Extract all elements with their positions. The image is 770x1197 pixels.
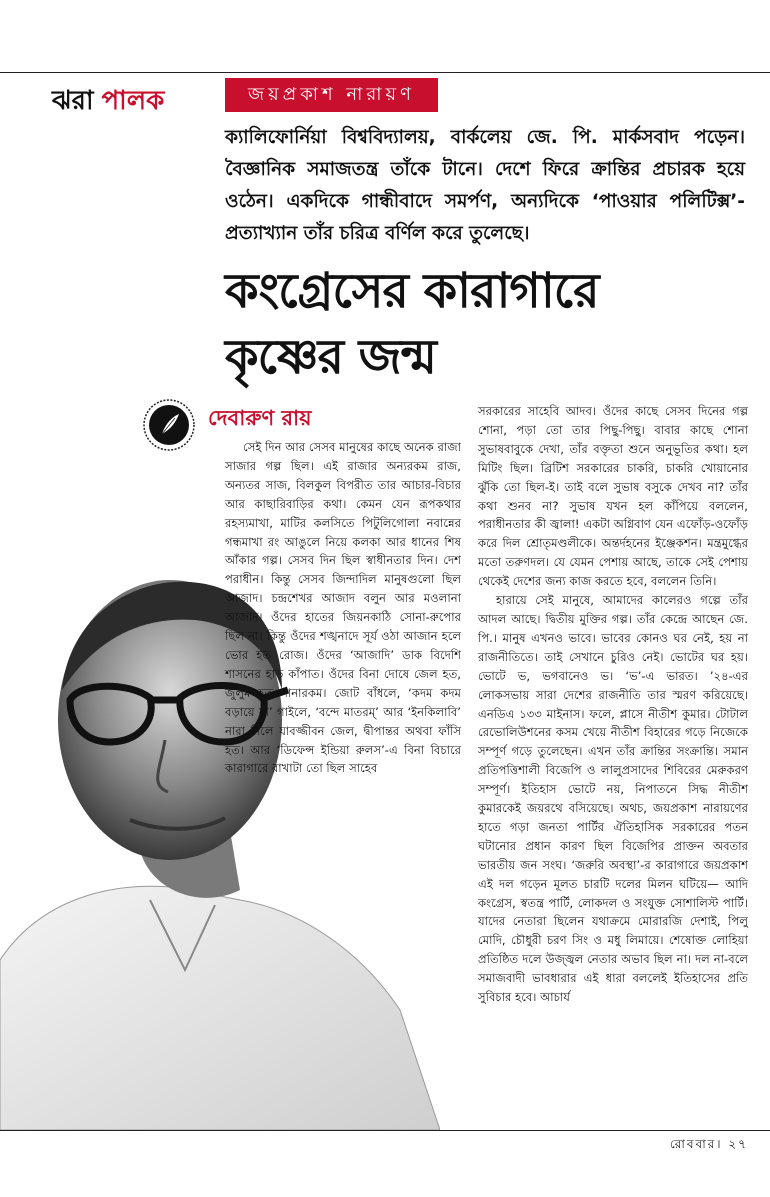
bottom-rule [0,1130,770,1131]
body-column-2 [478,402,748,1007]
section-title [52,80,164,124]
headline-line-2: কৃষ্ণের জন্ম [225,329,436,385]
headline [225,258,755,390]
lead-paragraph: ক্যালিফোর্নিয়া বিশ্ববিদ্যালয়, বার্কলেয় জে. পি. মার্কসবাদ পড়েন। বৈজ্ঞানিক সমাজতন্ত্র তাঁকে টানে। দেশে ফিরে ক্রান্তির প্রচারক হয়ে ওঠেন। একদিকে গান্ধীবাদে সমর্পণ, অন্যদিকে ‘পাওয়ার পলিটিক্স’- প্রত্যাখ্যান তাঁর চরিত্র বর্ণিল করে তুলেছে। [225,127,745,244]
headline-line-1: কংগ্রেসের কারাগারে [225,263,599,319]
section-word-1: ঝরা [52,86,94,116]
body-paragraph: সরকারের সাহেবি আদব। ওঁদের কাছে সেসব দিনের গল্প শোনা, পড়া তো তার পিছু-পিছু। বাবার কাছে শোনা সুভাষবাবুকে দেখা, তাঁর বক্তৃতা শুনে অনুভূতির কথা। হল মিটিং ছিল। ব্রিটিশ সরকারের চাকরি, চাকরি খোয়ানোর ঝুঁকি তো ছিল-ই। তাই বলে সুভাষ বসুকে দেখব না? তাঁর কথা শুনব না? সুভাষ যখন হল কাঁপিয়ে বললেন, পরাধীনতার কী জ্বালা! একটা অগ্নিবাণ যেন এফোঁড়-ওফোঁড় করে দিল শ্রোতৃমণ্ডলীকে। অন্তর্দহনের ইঞ্জেকশন। মন্ত্রমুগ্ধের মতো তরুণদল। যে যেমন পেশায় আছে, তাকে সেই পেশায় থেকেই দেশের জন্য কাজ করতে হবে, বললেন তিনি। [478,404,748,589]
body-paragraph: সেই দিন আর সেসব মানুষের কাছে অনেক রাজা সাজার গল্প ছিল। এই রাজার অন্যরকম রাজ, অন্যতর সাজ, বিলকুল বিপরীত তার আচার-বিচার আর কাছারিবাড়ির কথা। কেমন যেন রূপকথার রহস্যমাখা, মাটির কলসিতে পিটুলিগোলা নবান্নের গন্ধমাখা রং আঙুলে নিয়ে কলকা আর ধানের শিষ আঁকার গল্প। সেসব দিন ছিল স্বাধীনতার দিন। দেশ পরাধীন। কিন্তু সেসব জিন্দাদিল মানুষগুলো ছিল আজাদ। চন্দ্রশেখর আজাদ বলুন আর মওলানা আজাদ। ওঁদের হাতের জিয়নকাঠি সোনা-রুপোর ছিল না। কিন্তু ওঁদের শঙ্খনাদে সূর্য ওঠা আজান হলে ভোর হত রোজ। ওঁদের ‘আজাদি’ ডাক বিদেশি শাসনের হাড় কাঁপাত। ওঁদের বিনা দোষে জেল হত, জুলুম হত নানারকম। জোট বাঁধলে, ‘কদম কদম বড়ায়ে যা’ গাইলে, ‘বন্দে মাতরম্’ আর ‘ইনকিলাবি’ নারা দিলে যাবজ্জীবন জেল, দ্বীপান্তর অথবা ফাঁসি হত। আর ‘ডিফেন্স ইন্ডিয়া রুলস’-এ বিনা বিচারে কারাগারে রাখাটা তো ছিল সাহেব [225,440,461,776]
topic-banner: জয়প্রকাশ নারায়ণ [225,78,438,112]
top-rule [0,72,770,73]
body-column-1 [225,438,461,778]
quill-emblem-icon [142,398,196,452]
body-paragraph: হারায়ে সেই মানুষে, আমাদের কালেরও গল্পে তাঁর আদল আছে। দ্বিতীয় মুক্তির গল্প। তাঁর কেন্দ্রে আছেন জে. পি.। মানুষ এখনও ভাবে। ভাবের কোনও ঘর নেই, হয় না রাজনীতিতে। তাই সেখানে চুরিও নেই। ভোটের ঘর হয়। ভোটে ভ, ভগবানেও ভ। ‘ভ’-এ ভারত। ’২৪-এর লোকসভায় সারা দেশের রাজনীতি তার স্মরণ করিয়েছে। এনডিএ ১৩৩ মাইনাস। ফলে, প্লাসে নীতীশ কুমার। টোটাল রেভোলিউশনের কসম খেয়ে নীতীশ বিহারের গড়ে নিজেকে সম্পূর্ণ গড়ে তুলেছেন। এখন তাঁর ক্রান্তির সংক্রান্তি। সমান প্রতিপত্তিশালী বিজেপি ও লালুপ্রসাদের শিবিরের মেরুকরণ সম্পূর্ণ। ইতিহাস ভোটে নয়, নিপাতনে সিদ্ধ নীতীশ কুমারকেই জয়রথে বসিয়েছে। অথচ, জয়প্রকাশ নারায়ণের হাতে গড়া জনতা পার্টির ঐতিহাসিক সরকারের পতন ঘটানোর প্রধান কারণ ছিল বিজেপির প্রাক্তন অবতার ভারতীয় জন সংঘ। ‘জরুরি অবস্থা’-র কারাগারে জয়প্রকাশ এই দল গড়েন মূলত চারটি দলের মিলন ঘটিয়ে— আদি কংগ্রেস, স্বতন্ত্র পার্টি, লোকদল ও সংযুক্ত সোশালিস্ট পার্টি। যাদের নেতারা ছিলেন যথাক্রমে মোরারজি দেশাই, পিলু মোদি, চৌধুরী চরণ সিং ও মধু লিমায়ে। শেষোক্ত লোহিয়া প্রতিষ্ঠিত দলে উজ্জ্বল নেতার অভাব ছিল না। দল না-বলে সমাজবাদী ভাবধারার এই ধারা বললেই ইতিহাসের প্রতি সুবিচার হবে। আচার্য [478,593,748,1005]
section-word-2: পালক [101,86,165,116]
page-folio: রোববার। ২৭ [669,1137,748,1151]
author-byline: দেবারুণ রায় [208,406,312,430]
